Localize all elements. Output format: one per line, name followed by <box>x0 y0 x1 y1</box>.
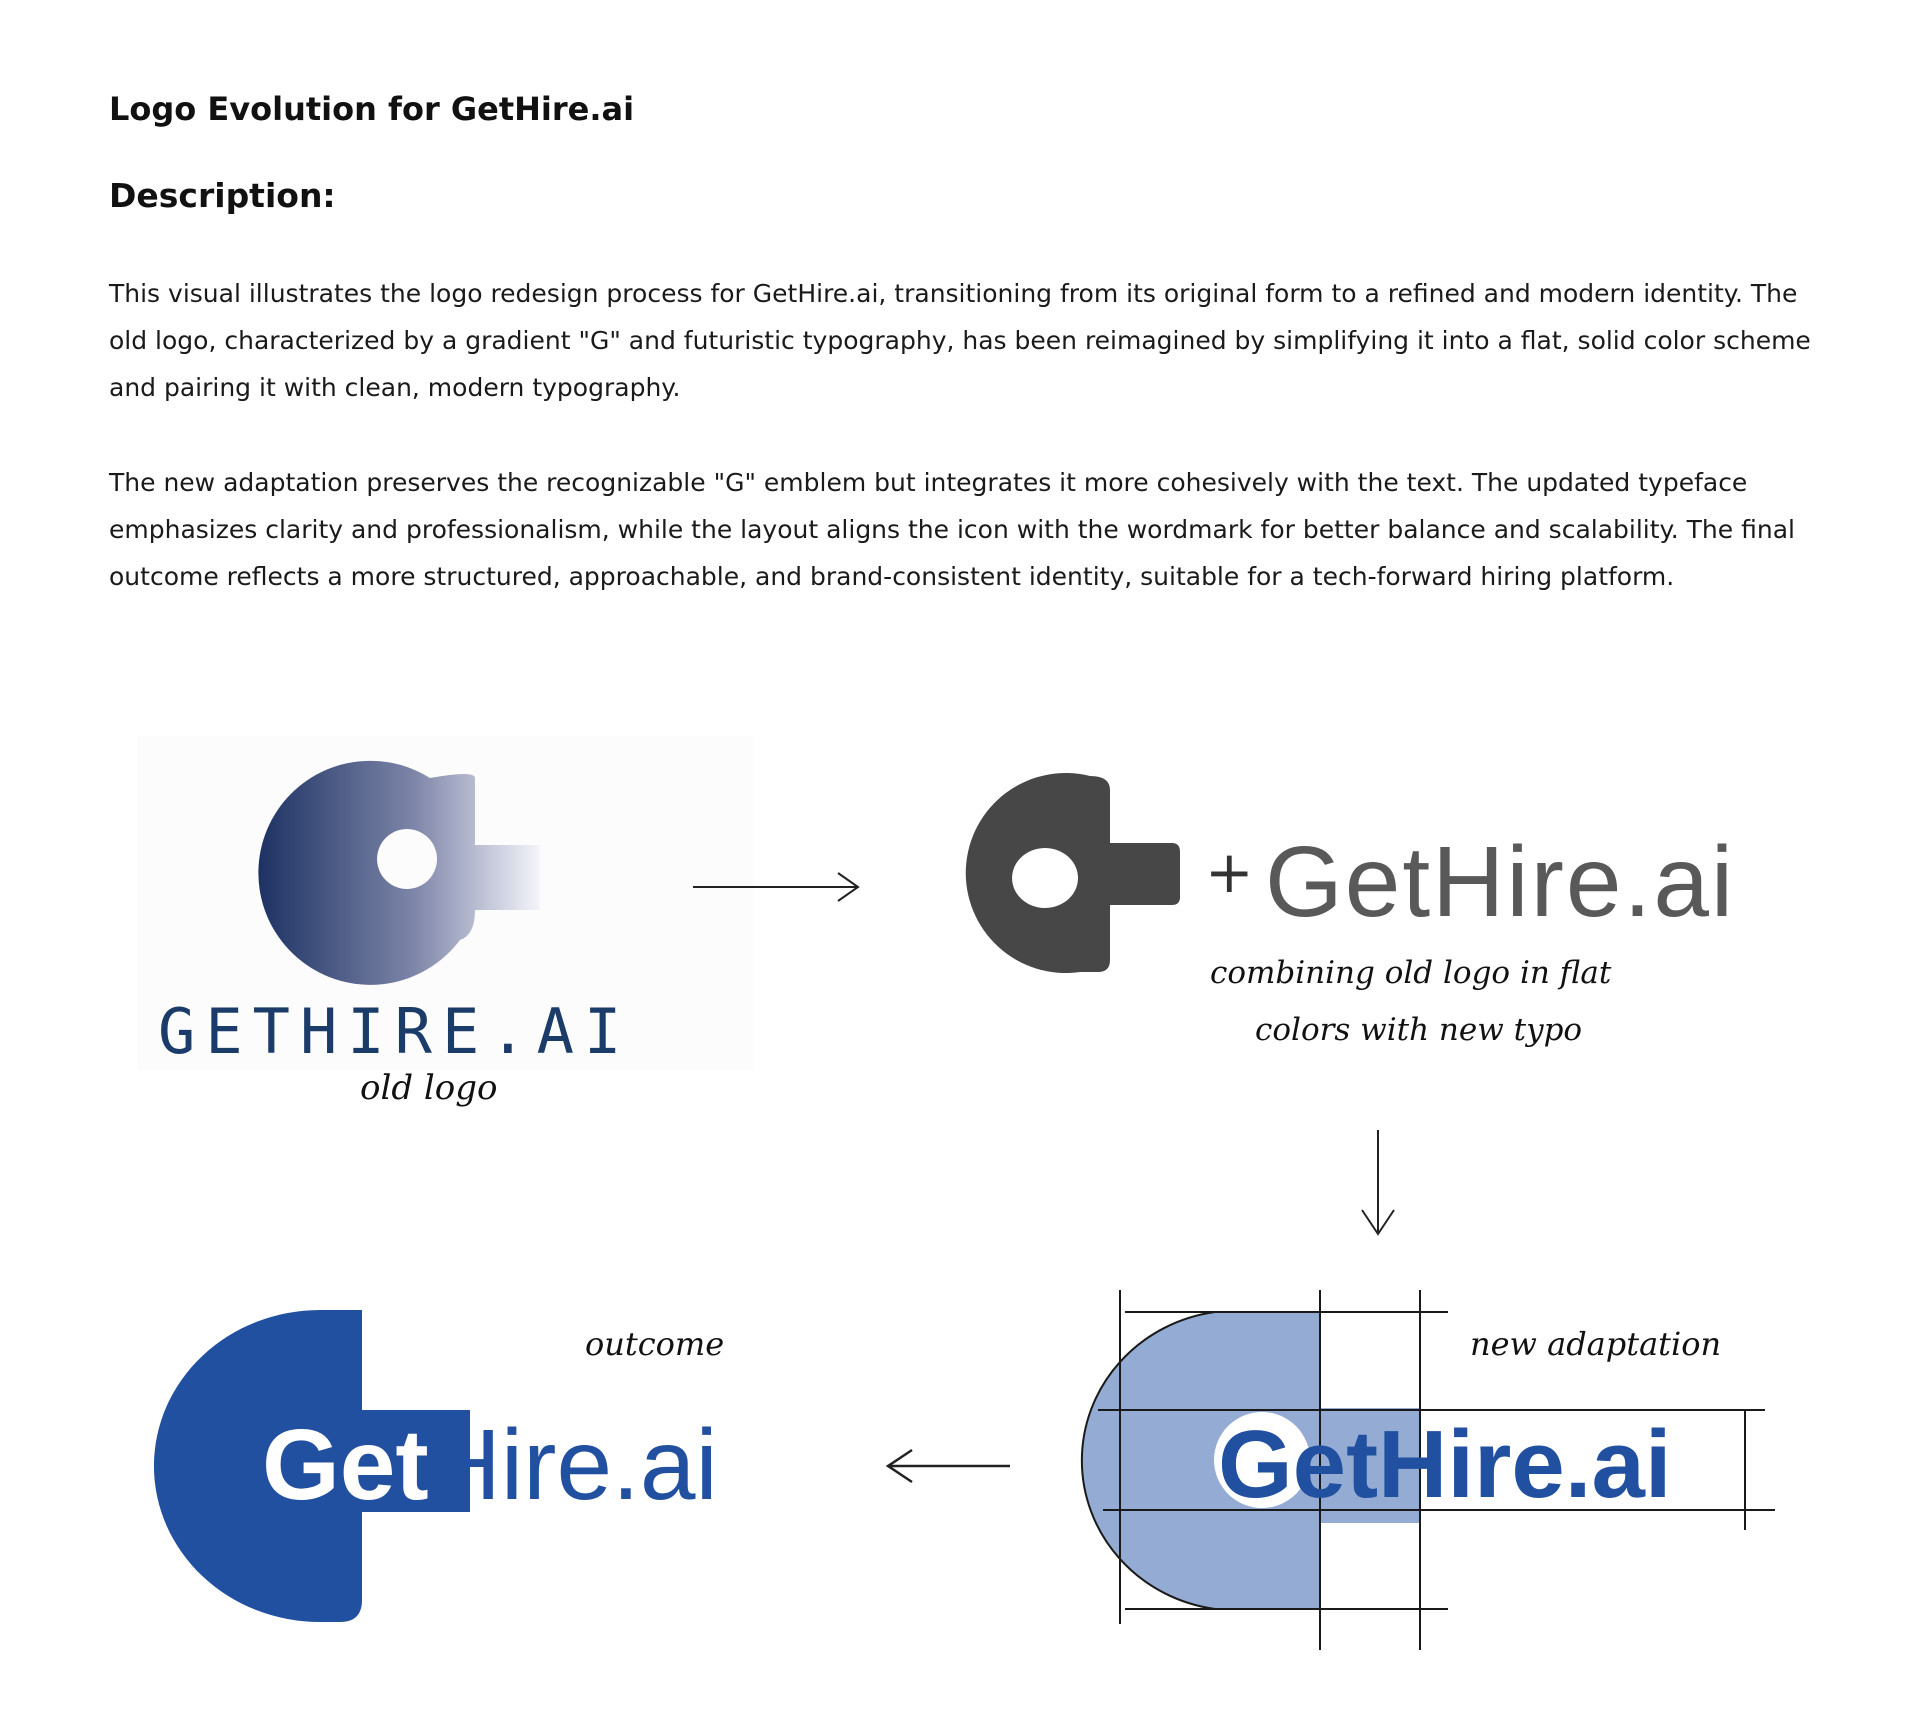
adaptation-wordmark-get: Get <box>1218 1411 1379 1518</box>
flat-note-line-2: colors with new typo <box>1255 1012 1583 1048</box>
description-paragraph-1: This visual illustrates the logo redesign process for GetHire.ai, transitioning from its original form to a refined and modern identity. The old logo, characterized by a gradient "G" and futuristic typography, has been reimagined by simplifying it into a flat, solid color scheme and pairing it with clean, modern typography. <box>109 279 1811 402</box>
outcome-wordmark-get: Get <box>262 1409 429 1521</box>
adaptation-wordmark <box>1218 1410 1672 1520</box>
old-wordmark: GETHIRE.AI <box>158 995 632 1068</box>
flat-note-line-1: combining old logo in flat <box>1210 955 1612 991</box>
description-paragraph-2: The new adaptation preserves the recognizable "G" emblem but integrates it more cohesively with the text. The updated typeface emphasizes clarity and professionalism, while the layout aligns the icon with the wordmark for better balance and scalability. The final outcome reflects a more structured, approachable, and brand-consistent identity, suitable for a tech-forward hiring platform. <box>109 468 1795 591</box>
old-g-emblem-icon <box>258 761 540 985</box>
section-heading: Description: <box>109 176 336 215</box>
old-logo-note: old logo <box>360 1068 498 1108</box>
flat-g-emblem-icon <box>966 773 1180 973</box>
adaptation-note: new adaptation <box>1470 1325 1722 1363</box>
flat-wordmark: GetHire.ai <box>1265 826 1736 938</box>
arrow-left-icon <box>888 1450 1010 1482</box>
outcome-wordmark <box>262 1408 718 1523</box>
adaptation-wordmark-hire: Hire.ai <box>1378 1411 1672 1518</box>
outcome-wordmark-hire: Hire.ai <box>428 1409 718 1521</box>
page-title: Logo Evolution for GetHire.ai <box>109 90 635 128</box>
arrow-right-icon <box>693 873 858 901</box>
plus-sign: + <box>1205 838 1254 906</box>
arrow-down-icon <box>1362 1130 1394 1234</box>
outcome-note: outcome <box>585 1325 725 1363</box>
